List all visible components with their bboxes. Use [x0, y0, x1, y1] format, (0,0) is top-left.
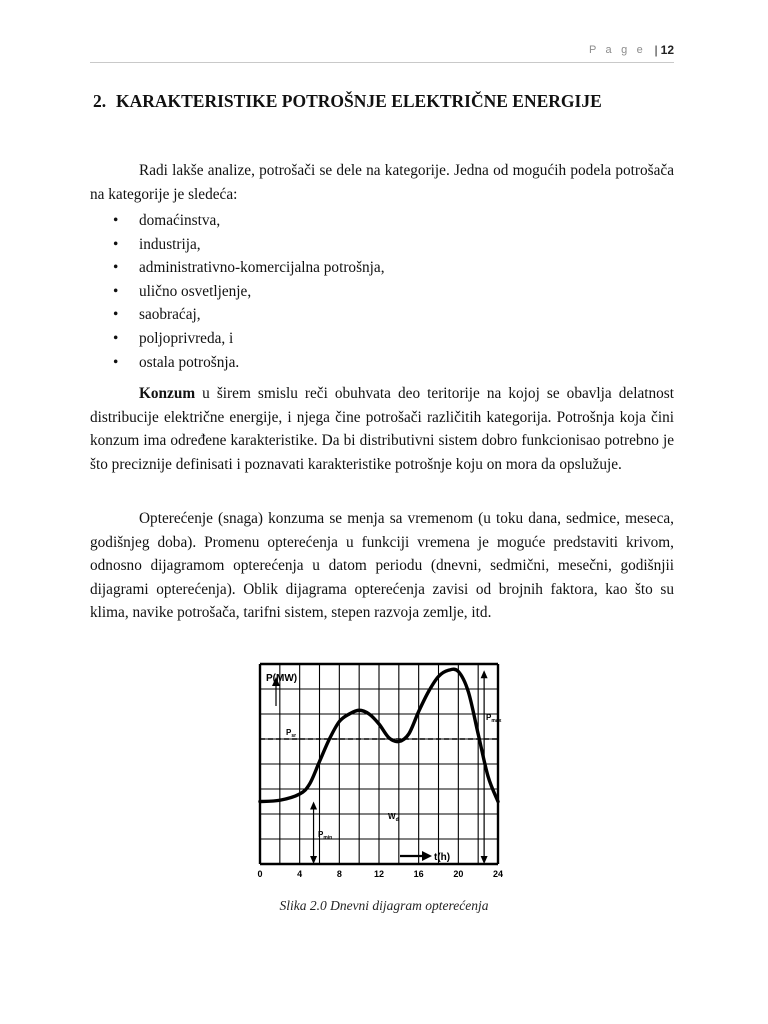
- figure-caption: Slika 2.0 Dnevni dijagram opterećenja: [279, 898, 489, 913]
- x-axis-label: t(h): [434, 852, 451, 863]
- list-item-text: domaćinstva,: [139, 212, 221, 229]
- x-axis-arrowhead: [422, 851, 432, 861]
- w-d-label: $W_d$: [388, 812, 399, 823]
- p-min-label: $P_{min}$: [318, 830, 333, 841]
- list-item: • saobraćaj,: [113, 306, 201, 324]
- p-min-arrowhead-bottom: [310, 856, 317, 864]
- x-tick-label: 8: [336, 869, 342, 879]
- konzum-paragraph: [90, 382, 674, 476]
- section-heading: [93, 90, 653, 113]
- list-item-text: administrativno-komercijalna potrošnja,: [139, 259, 385, 277]
- x-tick-label: 20: [453, 869, 464, 879]
- konzum-term: Konzum: [139, 385, 196, 402]
- section-number: 2.: [93, 91, 107, 111]
- x-tick-label: 24: [492, 869, 504, 879]
- list-item: • ostala potrošnja.: [113, 353, 240, 371]
- load-diagram-figure: [250, 656, 516, 882]
- list-item: • poljoprivreda, i: [113, 329, 234, 347]
- x-tick-label: 4: [297, 869, 303, 879]
- list-item: • industrija,: [113, 235, 201, 253]
- load-diagram-chart: [250, 656, 516, 882]
- chart-grid: [260, 664, 498, 864]
- list-item-text: saobraćaj,: [139, 306, 201, 324]
- p-max-arrowhead-top: [481, 670, 488, 678]
- p-min-arrowhead-top: [310, 802, 317, 810]
- p-sr-label: $P_{sr}$: [286, 728, 297, 739]
- x-tick-labels: [257, 869, 503, 879]
- page-label: P a g e: [588, 44, 646, 56]
- list-item-text: ulično osvetljenje,: [139, 282, 252, 300]
- page-number-value: 12: [660, 43, 674, 57]
- section-title: KARAKTERISTIKE POTROŠNJE ELEKTRIČNE ENERGIJE: [116, 91, 602, 111]
- y-axis-label: P(MW): [266, 673, 298, 684]
- list-item-text: ostala potrošnja.: [139, 353, 240, 371]
- list-item: • administrativno-komercijalna potrošnja,: [113, 259, 385, 277]
- page-header: [90, 44, 674, 63]
- intro-paragraph: Radi lakše analize, potrošači se dele na kategorije. Jedna od mogućih podela potrošača na kategorije je sledeća:: [90, 162, 674, 203]
- list-item: • domaćinstva,: [113, 212, 221, 229]
- p-max-label: $P_{max}$: [486, 713, 502, 724]
- list-item-text: industrija,: [139, 235, 201, 253]
- category-list: [90, 209, 674, 374]
- x-tick-label: 12: [373, 869, 385, 879]
- p-max-arrowhead-bottom: [481, 856, 488, 864]
- list-item: • ulično osvetljenje,: [113, 282, 252, 300]
- x-tick-label: 16: [413, 869, 424, 879]
- list-item-text: poljoprivreda, i: [139, 329, 234, 347]
- page-number: | 12: [654, 43, 674, 57]
- x-tick-label: 0: [257, 869, 263, 879]
- load-paragraph: Opterećenje (snaga) konzuma se menja sa vremenom (u toku dana, sedmice, meseca, godišnjeg doba). Promenu opterećenja u funkciji vremena je moguće predstaviti krivom, odnosno dijagramom opterećenja u datom periodu (dnevni, sedmični, mesečni, godišnjii dijagrami opterećenja). Oblik dijagrama opterećenja zavisi od brojnih faktora, kao što su klima, navike potrošača, tarifni sistem, stepen razvoja zemlje, itd.: [90, 510, 674, 621]
- konzum-text: u širem smislu reči obuhvata deo teritorije na kojoj se obavlja delatnost distribucije električne energije, i njega čine potrošači različitih kategorija. Potrošnja koja čini konzum ima određene karakteristike. Da bi distributivni sistem dobro funkcionisao potrebno je što preciznije definisati i poznavati karakteristike potrošnje koju on mora da opslužuje.: [90, 385, 674, 473]
